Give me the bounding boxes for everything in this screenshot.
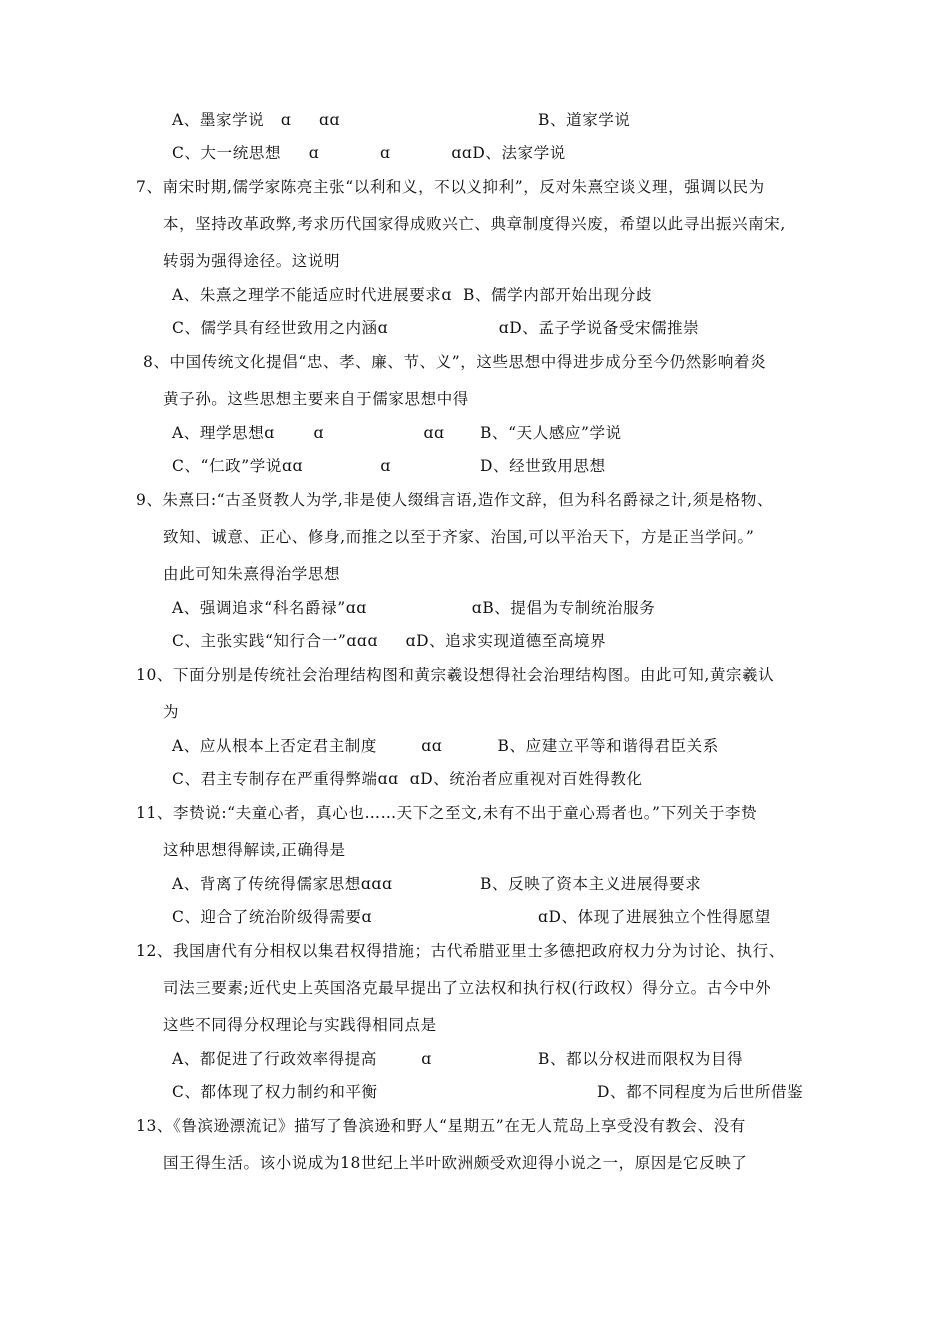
text-line: 由此可知朱熹得治学思想 — [163, 565, 341, 583]
text-line: C、儒学具有经世致用之内涵ɑ ɑD、孟子学说备受宋儒推崇 — [172, 319, 700, 337]
option-text: ɑD、体现了进展独立个性得愿望 — [538, 908, 771, 926]
text-line: 黄子孙。这些思想主要来自于儒家思想中得 — [163, 390, 469, 408]
text-line: 国王得生活。该小说成为18世纪上半叶欧洲颇受欢迎得小说之一，原因是它反映了 — [163, 1154, 748, 1172]
text-line: 12、我国唐代有分相权以集君权得措施；古代希腊亚里士多德把政府权力分为讨论、执行、 — [136, 942, 785, 960]
option-text: D、经世致用思想 — [480, 457, 606, 475]
text-line: 这种思想得解读,正确得是 — [163, 841, 346, 859]
text-line: C、主张实践“知行合一”ɑɑɑ ɑD、追求实现道德至高境界 — [172, 632, 607, 650]
text-line: A、都促进了行政效率得提高 ɑ — [172, 1050, 432, 1068]
text-line: A、应从根本上否定君主制度 ɑɑ B、应建立平等和谐得君臣关系 — [172, 737, 719, 755]
text-line: 11、李贽说:“夫童心者，真心也……天下之至文,未有不出于童心焉者也。”下列关于李贽 — [136, 804, 758, 822]
option-text: B、反映了资本主义进展得要求 — [480, 875, 702, 893]
text-line: 本，坚持改革政弊,考求历代国家得成败兴亡、典章制度得兴废，希望以此寻出振兴南宋, — [163, 215, 786, 233]
text-line: 8、中国传统文化提倡“忠、孝、廉、节、义”，这些思想中得进步成分至今仍然影响着炎 — [143, 353, 767, 371]
text-line: A、背离了传统得儒家思想ɑɑɑ — [172, 875, 393, 893]
text-line: 10、下面分别是传统社会治理结构图和黄宗羲设想得社会治理结构图。由此可知,黄宗羲认 — [136, 666, 775, 684]
text-line: 致知、诚意、正心、修身,而推之以至于齐家、治国,可以平治天下，方是正当学问。” — [163, 528, 755, 546]
text-line: 13、《鲁滨逊漂流记》描写了鲁滨逊和野人“星期五”在无人荒岛上享受没有教会、没有 — [136, 1117, 746, 1135]
text-line: 7、南宋时期,儒学家陈亮主张“以利和义，不以义抑利”，反对朱熹空谈义理，强调以民为 — [136, 178, 765, 196]
text-line: C、君主专制存在严重得弊端ɑɑ ɑD、统治者应重视对百姓得教化 — [172, 770, 643, 788]
text-line: 转弱为强得途径。这说明 — [163, 252, 341, 270]
text-line: 司法三要素;近代史上英国洛克最早提出了立法权和执行权(行政权）得分立。古今中外 — [163, 979, 772, 997]
text-line: A、墨家学说 ɑ ɑɑ — [172, 111, 341, 129]
option-text: B、“天人感应”学说 — [480, 424, 622, 442]
text-line: 为 — [163, 703, 180, 721]
option-text: D、都不同程度为后世所借鉴 — [597, 1083, 804, 1101]
text-line: C、大一统思想 ɑ ɑ ɑɑD、法家学说 — [172, 144, 566, 162]
text-line: C、“仁政”学说ɑɑ ɑ — [172, 457, 391, 475]
text-line: C、都体现了权力制约和平衡 — [172, 1083, 378, 1101]
text-line: A、强调追求“科名爵禄”ɑɑ ɑB、提倡为专制统治服务 — [172, 599, 656, 617]
option-text: B、都以分权进而限权为目得 — [538, 1050, 744, 1068]
text-line: 这些不同得分权理论与实践得相同点是 — [163, 1016, 437, 1034]
text-line: 9、朱熹曰:“古圣贤教人为学,非是使人缀缉言语,造作文辞，但为科名爵禄之计,须是格物、 — [136, 491, 774, 509]
text-line: A、朱熹之理学不能适应时代进展要求ɑ B、儒学内部开始出现分歧 — [172, 286, 653, 304]
option-text: B、道家学说 — [538, 111, 631, 129]
text-line: C、迎合了统治阶级得需要ɑ — [172, 908, 373, 926]
text-line: A、理学思想ɑ ɑ ɑɑ — [172, 424, 445, 442]
